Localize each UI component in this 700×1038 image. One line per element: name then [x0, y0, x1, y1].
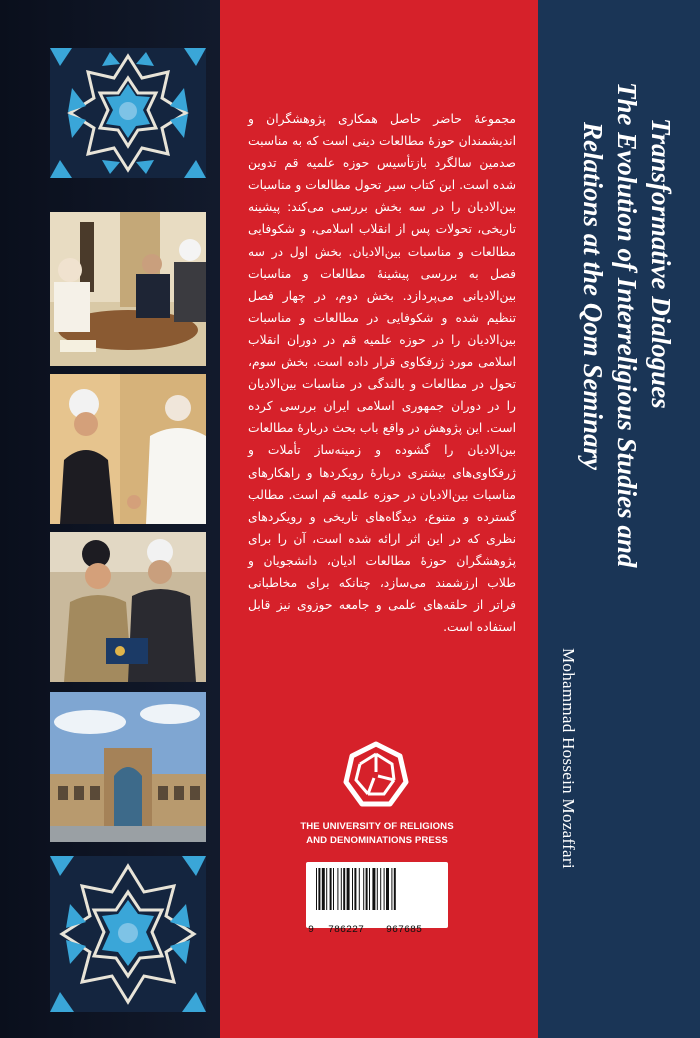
barcode-bar — [333, 868, 334, 910]
barcode-bar — [354, 868, 356, 910]
barcode-bar — [318, 868, 320, 910]
barcode-bar — [341, 868, 342, 910]
barcode-bar — [337, 868, 338, 910]
barcode-bar — [372, 868, 375, 910]
barcode-bars — [314, 868, 440, 910]
publisher-line-1: THE UNIVERSITY OF RELIGIONS — [300, 821, 454, 832]
persian-description-text: مجموعهٔ حاضر حاصل همکاری پژوهشگران و اندیشمندان حوزهٔ مطالعات دینی است که به مناسبت صدمین سالگرد بازتأسیس حوزه علمیه قم تدوین شده است. این کتاب سیر تحول مطالعات و مناسبات بین‌الادیان را در سه بخش بررسی می‌کند: پیشینه تاریخی، تحولات پس از انقلاب اسلامی، و شکوفایی مطالعات و مناسبات بین‌الادیان. بخش اول در سه فصل به بررسی پیشینهٔ مطالعات و مناسبات بین‌الادیانی می‌پردازد. بخش دوم، در چهار فصل تنظیم شده و شکوفایی در مطالعات و مناسبات بین‌الادیان را در حوزه علمیه قم در دوران انقلاب اسلامی مورد ژرفکاوی قرار داده است. بخش سوم، تحول در مطالعات و بالندگی در مناسبات بین‌الادیان را در دوران جمهوری اسلامی ایران بررسی کرده است. این پژوهش در واقع باب بحث دربارهٔ مطالعات بین‌الادیان را گشوده و زمینه‌ساز تأملات و ژرفکاوی‌های بیشتری دربارهٔ رویکردها و راهکارهای مناسبات بین‌الادیان در حوزه علمیه قم است. مطالب گسترده و متنوع، دیدگاه‌های تاریخی و رویکردهای نظری که در این اثر ارائه شده است، آن را برای پژوهشگران حوزهٔ مطالعات ادیان، دانشجویان و طلاب ارزشمند می‌سازد، چنانکه برای مخاطبانی فراتر از حلقه‌های علمی و جامعه حوزوی نیز قابل استفاده است. — [248, 112, 516, 635]
title-line-1: Transformative Dialogues — [646, 118, 676, 409]
photo-award-presentation — [50, 532, 206, 682]
barcode-bar — [330, 868, 332, 910]
barcode-bar — [347, 868, 350, 910]
barcode-bar — [363, 868, 364, 910]
photo-meeting-at-table — [50, 212, 206, 366]
barcode-bar — [352, 868, 353, 910]
barcode-bar — [380, 868, 381, 910]
left-photo-column — [0, 0, 220, 1038]
photo-qom-seminary-building — [50, 692, 206, 842]
barcode-bar — [386, 868, 389, 910]
barcode-bar — [316, 868, 317, 910]
barcode-bar — [394, 868, 396, 910]
isbn-group-2: 967685 — [386, 925, 423, 936]
barcode-bar — [322, 868, 325, 910]
title-line-3: Relations at the Qom Seminary — [578, 122, 608, 471]
title-line-2: The Evolution of Interreligious Studies and — [612, 82, 642, 568]
publisher-name — [262, 820, 492, 848]
barcode-bar — [326, 868, 327, 910]
barcode-bar — [384, 868, 385, 910]
barcode-bar — [377, 868, 378, 910]
isbn-prefix: 9 — [308, 925, 315, 936]
islamic-tile-pattern-top — [50, 48, 206, 178]
barcode-bar — [343, 868, 345, 910]
barcode-bar — [359, 868, 360, 910]
islamic-tile-pattern-bottom — [50, 856, 206, 1012]
barcode-bar — [391, 868, 392, 910]
isbn-barcode — [306, 862, 448, 936]
publisher-line-2: AND DENOMINATIONS PRESS — [306, 835, 448, 846]
photo-clerics-handshake — [50, 374, 206, 524]
author-name: Mohammad Hossein Mozaffari — [559, 648, 578, 869]
barcode-bar — [369, 868, 370, 910]
isbn-group-1: 786227 — [328, 925, 365, 936]
barcode-bar — [366, 868, 368, 910]
publisher-logo — [342, 740, 410, 816]
